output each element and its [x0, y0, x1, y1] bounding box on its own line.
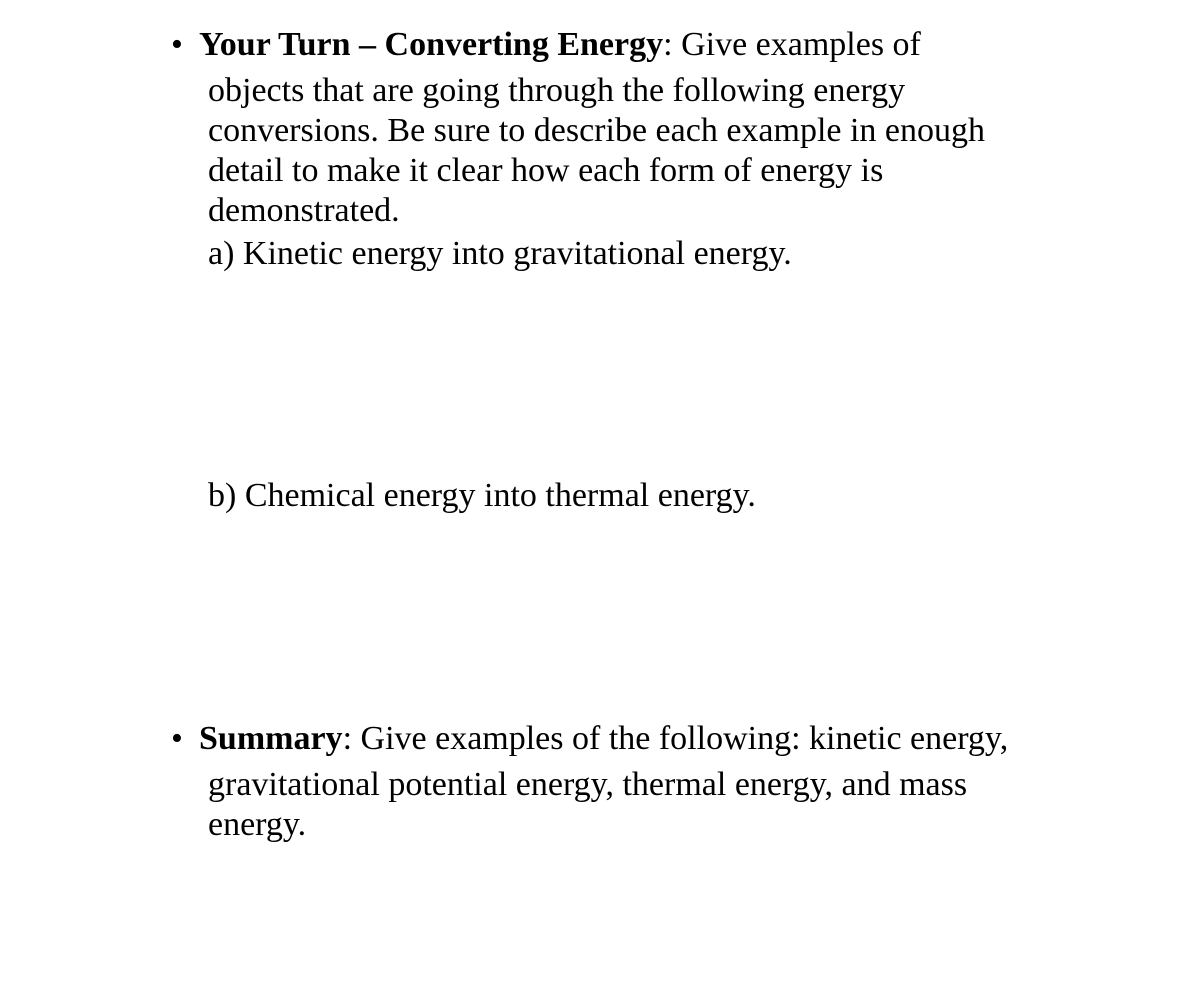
summary-first-line-rest: : Give examples of the following: kinetic energy,: [342, 720, 1009, 757]
summary-bullet: [171, 719, 1051, 759]
summary-heading: Summary: [199, 720, 343, 757]
question-part-b: b) Chemical energy into thermal energy.: [208, 477, 756, 514]
your-turn-line: objects that are going through the following energy: [208, 72, 906, 109]
summary-line: energy.: [208, 806, 307, 843]
your-turn-heading: Your Turn – Converting Energy: [199, 26, 664, 63]
your-turn-line: conversions. Be sure to describe each example in enough: [208, 112, 986, 149]
summary-section: [171, 719, 1051, 845]
your-turn-line: demonstrated.: [208, 192, 400, 229]
question-part-a: a) Kinetic energy into gravitational energy.: [208, 235, 792, 272]
your-turn-first-line-rest: : Give examples of: [663, 26, 921, 63]
your-turn-line: detail to make it clear how each form of energy is: [208, 152, 884, 189]
your-turn-section: [171, 25, 1051, 231]
summary-line: gravitational potential energy, thermal energy, and mass: [208, 766, 968, 803]
summary-first-line: [199, 719, 1051, 759]
bullet-icon: •: [171, 26, 183, 63]
your-turn-first-line: [199, 25, 1051, 65]
bullet-icon: •: [171, 720, 183, 757]
your-turn-bullet: [171, 25, 1051, 65]
